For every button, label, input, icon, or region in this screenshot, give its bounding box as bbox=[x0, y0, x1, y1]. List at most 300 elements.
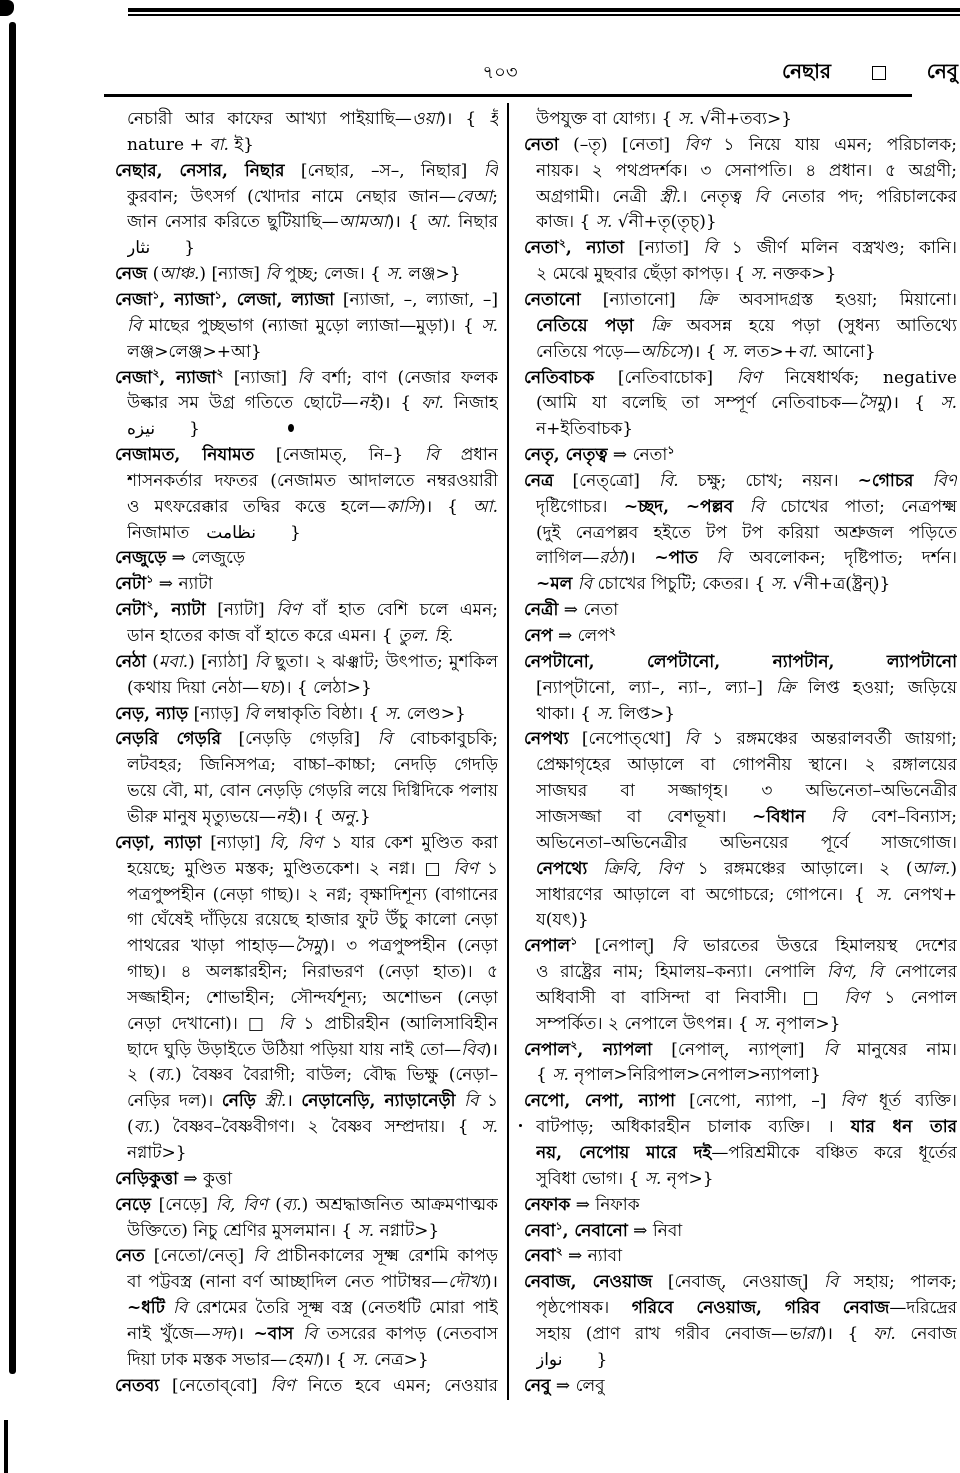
entry-line bbox=[536, 908, 957, 934]
grammar-label: বি bbox=[253, 1246, 268, 1267]
text-run: সহায়; পালক; bbox=[838, 1272, 957, 1293]
text-run: ২ ( bbox=[127, 1065, 156, 1086]
text-run: ) bbox=[950, 858, 957, 879]
entry-first-line bbox=[524, 598, 957, 624]
text-run: প্রধান bbox=[439, 445, 498, 466]
text-run bbox=[293, 1324, 303, 1344]
homonym-number: ২ bbox=[152, 365, 160, 379]
text-run: ⇒ নেতা bbox=[607, 445, 668, 466]
text-run: ভারতের উত্তরে হিমালয়স্থ দেশের bbox=[685, 936, 957, 957]
text-run: √নী+তৃ(তৃচ্)} bbox=[612, 212, 717, 233]
text-run: ⇒ কুত্তা bbox=[178, 1168, 233, 1189]
headword: নেজ bbox=[115, 264, 148, 285]
headword: নেপাল bbox=[524, 1039, 571, 1060]
entry-line bbox=[127, 1322, 498, 1348]
text-run: নগ্নাট>} bbox=[374, 1220, 440, 1241]
headword: নেপথ্য bbox=[524, 729, 569, 750]
text-run: মানুষের নাম। bbox=[837, 1039, 957, 1060]
homonym-number: ১ bbox=[570, 934, 578, 948]
text-run: [নেপোত্‌থো] bbox=[568, 729, 685, 750]
entry-first-line bbox=[115, 650, 498, 676]
text-run: ১ জীর্ণ মলিন বস্ত্রখণ্ড; কানি। bbox=[717, 238, 957, 259]
grammar-label: স. bbox=[481, 315, 498, 336]
text-run: )। bbox=[622, 548, 655, 569]
entry-line bbox=[127, 469, 498, 495]
entry-line bbox=[536, 960, 957, 986]
text-run: —দরিদ্রের bbox=[889, 1298, 957, 1319]
headword: নয়, নেপোয় মারে দই bbox=[536, 1143, 712, 1163]
text-run bbox=[698, 548, 717, 568]
entry-line bbox=[536, 572, 957, 598]
text-run: সহায় (প্রাণ রাখ গরীব নেবাজ— bbox=[536, 1323, 788, 1344]
entry-line bbox=[127, 934, 498, 960]
text-run: ⇒ নেতা bbox=[558, 600, 619, 621]
headword: ~বিধান bbox=[752, 806, 806, 827]
headword: নেজুড়ে bbox=[115, 548, 167, 569]
grammar-label: বি bbox=[671, 936, 686, 957]
text-run: [ন্যাতা] bbox=[624, 238, 704, 259]
grammar-label: অচিসে bbox=[640, 341, 688, 362]
headword: নেপো, নেপা, ন্যাপা bbox=[524, 1091, 676, 1112]
text-run: ভীরু মানুষ মৃত্যুভয়ে— bbox=[127, 806, 276, 827]
entry-first-line bbox=[115, 288, 498, 314]
grammar-label: স. bbox=[596, 703, 614, 724]
entry-line bbox=[536, 210, 957, 236]
homonym-number: ১ bbox=[152, 288, 160, 302]
grammar-label: বি bbox=[278, 1013, 294, 1034]
text-run: নেত্র>} bbox=[368, 1349, 429, 1370]
text-run: ) অশ্রদ্ধাজনিত আক্রমণাত্মক bbox=[301, 1194, 498, 1215]
entry-first-line bbox=[524, 366, 957, 392]
entry-first-line bbox=[524, 1193, 957, 1219]
headword: গরিবে নেওয়াজ, গরিব নেবাজ bbox=[631, 1298, 890, 1319]
text-run: (আমি যা বলেছি তা সম্পূর্ণ নেতিবাচক— bbox=[536, 393, 859, 414]
text-run: নগ্নাট>} bbox=[127, 1143, 187, 1163]
entry-first-line bbox=[524, 236, 957, 262]
grammar-label: ব্য. bbox=[133, 1117, 154, 1138]
grammar-label: বি bbox=[749, 496, 764, 517]
headword: নেত্র bbox=[524, 470, 554, 491]
grammar-label: বি bbox=[464, 1091, 479, 1112]
grammar-label: বিণ bbox=[932, 470, 957, 491]
text-run: ) [ন্যাজ] bbox=[199, 264, 266, 285]
headword: নেতা bbox=[524, 134, 559, 155]
text-run bbox=[456, 1091, 465, 1111]
text-run: ⇒ ন্যাটা bbox=[153, 574, 213, 595]
entry-line bbox=[536, 753, 957, 779]
text-run: [ন্যাপ্‌টানো, ল্যা–, ন্যা–, ল্যা–] bbox=[536, 677, 776, 698]
text-run: )। { bbox=[885, 393, 941, 414]
entry-first-line bbox=[115, 443, 498, 469]
entry-line bbox=[127, 1296, 498, 1322]
text-run: নেপালের bbox=[882, 962, 957, 983]
text-run: রেশমের তৈরি সূক্ষ্ম বস্ত্র (নেতধটি মোরা পাই bbox=[187, 1298, 498, 1319]
entry-first-line bbox=[127, 107, 498, 133]
entry-first-line bbox=[524, 288, 957, 314]
entry-first-line bbox=[524, 934, 957, 960]
text-run: )। bbox=[484, 1039, 498, 1060]
text-run: } bbox=[359, 806, 371, 827]
headword: নেতিয়ে পড়া bbox=[536, 315, 634, 336]
grammar-label: বেআ bbox=[456, 186, 493, 207]
grammar-label: স. bbox=[357, 1220, 375, 1241]
headword: ~পাত bbox=[654, 548, 698, 569]
text-run: ( bbox=[146, 651, 159, 672]
text-run: ১ রঙ্গমঞ্চের আড়ালে। ২ ( bbox=[682, 858, 913, 879]
grammar-label: সদ bbox=[210, 1323, 231, 1344]
text-run: নাই খুঁজে— bbox=[127, 1323, 211, 1344]
text-run: আনো} bbox=[817, 341, 876, 362]
square-separator-icon bbox=[872, 66, 886, 80]
homonym-number: ২ bbox=[558, 236, 566, 250]
text-run: নিতে হবে এমন; নেওয়ার bbox=[294, 1375, 498, 1396]
text-run: অগ্রগামী। নেত্রী bbox=[536, 186, 660, 207]
text-run: )। { লেঠা>} bbox=[278, 677, 372, 698]
text-run: ⇒ নিফাক bbox=[570, 1194, 640, 1215]
entry-first-line bbox=[115, 1167, 498, 1193]
grammar-label: আমআ bbox=[338, 212, 388, 233]
headword: ~বাস bbox=[253, 1323, 294, 1344]
text-run: ২ মেঝে মুছবার ছেঁড়া কাপড়। { bbox=[536, 264, 751, 285]
text-run: [ন্যাতানো] bbox=[580, 289, 698, 310]
grammar-label: বিণ, বি bbox=[826, 962, 883, 983]
top-border-rule bbox=[128, 8, 960, 12]
grammar-label: বিণ bbox=[844, 987, 869, 1008]
grammar-label: বি, বিণ bbox=[269, 832, 323, 853]
text-run: পত্রপুষ্পহীন (নেড়া গাছ)। ২ নগ্ন; বৃক্ষাদিশূন্য (বাগানের bbox=[127, 884, 498, 905]
text-run: কাজ। { bbox=[536, 212, 596, 233]
grammar-label: বি bbox=[823, 1272, 839, 1293]
text-run: নৃপাল>} bbox=[770, 1013, 841, 1034]
grammar-label: স. bbox=[595, 212, 613, 233]
column-divider bbox=[507, 103, 509, 1400]
text-run: ধূর্ত ব্যক্তি। bbox=[864, 1091, 957, 1112]
grammar-label: বি bbox=[302, 1323, 318, 1344]
text-run: ⇒ লেপ bbox=[552, 626, 609, 646]
entry-first-line bbox=[524, 1244, 957, 1270]
grammar-label: সৈমু bbox=[294, 936, 323, 957]
grammar-label: আঞ্চ. bbox=[159, 264, 200, 285]
grammar-label: নই bbox=[275, 806, 295, 827]
entry-line bbox=[536, 857, 957, 883]
entry-first-line bbox=[524, 469, 957, 495]
text-run: [নেপাল্] bbox=[577, 936, 672, 957]
text-run: [নেতিবাচোক] bbox=[594, 367, 737, 388]
headword: নেজা bbox=[115, 289, 153, 310]
headword: নেড়, ন্যাড় bbox=[115, 703, 189, 724]
entry-first-line bbox=[115, 1193, 498, 1219]
entry-line bbox=[127, 883, 498, 909]
text-run: نثار } bbox=[127, 238, 196, 259]
text-run: উপযুক্ত বা যোগ্য। { bbox=[536, 109, 678, 129]
text-run: সুবিধা ভোগ। { bbox=[536, 1168, 645, 1189]
grammar-label: বি bbox=[716, 548, 731, 569]
homonym-number: ১ bbox=[214, 288, 222, 302]
grammar-label: ওয়া bbox=[411, 109, 440, 129]
entry-line bbox=[536, 1167, 957, 1193]
headword: নেঠা bbox=[115, 651, 147, 672]
text-run: বা পট্টবস্ত্র (নানা বর্ণ আচ্ছাদিল নেত পাটাম্বর— bbox=[127, 1272, 449, 1293]
scan-edge-blob bbox=[0, 0, 14, 16]
text-run: ⇒ লেবু bbox=[550, 1375, 605, 1396]
grammar-label: আল. bbox=[912, 858, 951, 879]
entry-line bbox=[127, 1063, 498, 1089]
entry-line bbox=[536, 159, 957, 185]
entry-line bbox=[127, 1219, 498, 1245]
grammar-label: বি bbox=[377, 729, 392, 750]
headword: , ন্যাতা bbox=[565, 238, 625, 259]
text-run: )। { bbox=[317, 1349, 353, 1370]
grammar-label: বি bbox=[244, 703, 259, 724]
text-run: نواز } bbox=[536, 1349, 608, 1370]
headword: , ন্যাজা bbox=[159, 289, 215, 310]
grammar-label: আ. bbox=[426, 212, 452, 233]
text-run: লত>+ bbox=[738, 341, 798, 362]
entry-line bbox=[127, 753, 498, 779]
header-rule bbox=[104, 94, 912, 97]
headword: নেড়ি bbox=[221, 1091, 256, 1112]
grammar-label: বি bbox=[754, 186, 769, 207]
text-run: —পরিশ্রমীকে বঞ্চিত করে ধূর্তের bbox=[711, 1143, 957, 1163]
grammar-label: বি bbox=[173, 1298, 188, 1319]
entry-first-line bbox=[115, 702, 498, 728]
homonym-number: ১ bbox=[555, 1218, 563, 1232]
text-run: নিষেধার্থক; negative bbox=[761, 367, 957, 388]
entry-line bbox=[127, 236, 498, 262]
grammar-label: বিব bbox=[461, 1039, 485, 1060]
entry-line bbox=[536, 676, 957, 702]
entry-line bbox=[127, 1012, 498, 1038]
text-run: ⇒ লেজুড়ে bbox=[166, 548, 246, 569]
text-run: উল্কার সম উগ্র গতিতে ছোটে— bbox=[127, 393, 359, 414]
text-run: হয়েছে; মুণ্ডিত মস্তক; মুণ্ডিতকেশ। ২ নগ্ন। □ bbox=[127, 858, 454, 879]
entry-line bbox=[127, 676, 498, 702]
text-run: সাজসজ্জা বা বেশভূষা। bbox=[536, 806, 753, 827]
text-run: গাছ)। ৪ অলঙ্কারহীন; নিরাভরণ (নেড়া হাত)। ৫ bbox=[127, 962, 498, 983]
grammar-label: ব্য. bbox=[155, 1065, 176, 1086]
grammar-label: ক্রিবি, বিণ bbox=[602, 858, 683, 879]
grammar-label: স্ত্রী. bbox=[659, 186, 682, 207]
entry-first-line bbox=[115, 262, 498, 288]
entry-first-line bbox=[115, 727, 498, 753]
grammar-label: স. bbox=[677, 109, 695, 129]
headword: নেড়ানেড়ি, ন্যাড়ানেড়ী bbox=[301, 1091, 456, 1112]
text-run: )। { bbox=[687, 341, 722, 362]
text-run: ও মৎফরেক্কার তদ্বির কত্তে হলে— bbox=[127, 496, 387, 517]
entry-first-line bbox=[115, 572, 498, 598]
text-run bbox=[634, 316, 651, 336]
grammar-label: স. bbox=[750, 264, 768, 285]
entry-first-line bbox=[536, 107, 957, 133]
grammar-label: বি bbox=[823, 1039, 838, 1060]
headword: নেতিবাচক bbox=[524, 367, 595, 388]
top-border-rule-thin bbox=[128, 14, 960, 16]
text-run: [নেজামত্, নি–} bbox=[254, 445, 425, 466]
text-run: )। { bbox=[294, 806, 330, 827]
entry-first-line bbox=[115, 546, 498, 572]
text-run: )। { bbox=[377, 393, 422, 414]
grammar-label: ভারা bbox=[787, 1323, 820, 1344]
grammar-label: হেমা bbox=[287, 1349, 318, 1370]
entry-first-line bbox=[524, 624, 957, 650]
entry-line bbox=[536, 1012, 957, 1038]
text-run: থাকা। { bbox=[536, 703, 597, 724]
grammar-label: বি bbox=[127, 315, 142, 336]
grammar-label: ফা. bbox=[872, 1323, 896, 1344]
text-run: নৃপ>} bbox=[661, 1168, 714, 1189]
homonym-number: ২ bbox=[216, 365, 224, 379]
text-run: [নেছার, –স–, নিছার] bbox=[284, 160, 484, 181]
entry-first-line bbox=[524, 1270, 957, 1296]
entry-line bbox=[127, 1089, 498, 1115]
headword: , নেবানো bbox=[562, 1220, 628, 1241]
text-run: নিজামাত نظامت } bbox=[127, 522, 301, 543]
headword: নেছার, নেসার, নিছার bbox=[115, 160, 285, 181]
headword: ~চ্ছদ, ~পল্লব bbox=[623, 496, 734, 517]
text-run: [নেবাজ্, নেওয়াজ্] bbox=[652, 1272, 824, 1293]
text-run: বর্শা; বাণ (নেজার ফলক bbox=[311, 367, 498, 388]
entry-line bbox=[536, 1141, 957, 1167]
entry-first-line bbox=[524, 133, 957, 159]
grammar-label: বা. bbox=[797, 341, 818, 362]
grammar-label: তুল. হি. bbox=[397, 626, 454, 646]
grammar-label: স. bbox=[875, 884, 893, 905]
grammar-label: বি bbox=[424, 445, 440, 466]
text-run: )। ৩ পত্রপুষ্পহীন (নেড়া bbox=[322, 936, 498, 957]
grammar-label: বি bbox=[577, 574, 593, 595]
grammar-label: বি bbox=[254, 651, 269, 672]
headword: নেবা bbox=[524, 1220, 556, 1241]
grammar-label: মবা. bbox=[158, 651, 189, 672]
text-run: । নেতৃত্ব bbox=[681, 186, 755, 207]
page-number: ৭০৩ bbox=[482, 62, 518, 83]
text-run: পাথরের খাড়া পাহাড়— bbox=[127, 936, 295, 957]
text-run: চক্ষু; চোখ; নয়ন। bbox=[678, 470, 858, 491]
entry-line bbox=[127, 417, 498, 443]
entry-line bbox=[536, 391, 957, 417]
headword: নেবু bbox=[524, 1375, 551, 1396]
headword: নেফাক bbox=[524, 1194, 571, 1215]
text-run: ) বৈষ্ণব–বৈষ্ণবীগণ। ২ বৈষ্ণব সম্প্রদায়। { bbox=[153, 1117, 482, 1138]
text-run: )। bbox=[230, 1323, 254, 1344]
text-run: [নেতো/নেত্] bbox=[144, 1246, 254, 1267]
entry-line bbox=[127, 1141, 498, 1167]
text-run: নিজাহ bbox=[443, 393, 498, 414]
text-run: نیزه } bbox=[127, 419, 200, 440]
text-run bbox=[165, 1298, 173, 1318]
text-run: দৃষ্টিগোচর। bbox=[536, 496, 624, 517]
headword: নেজামত, নিযামত bbox=[115, 445, 255, 466]
text-run: )। bbox=[484, 1272, 498, 1293]
grammar-label: স. bbox=[352, 1349, 369, 1370]
text-run: ১ প্রাচীরহীন (আলিসাবিহীন bbox=[303, 1013, 498, 1034]
text-run: সাজঘর বা সজ্জাগৃহ। ৩ অভিনেতা–অভিনেত্রীর bbox=[536, 781, 957, 802]
headword: নেতানো bbox=[524, 289, 581, 310]
entry-line bbox=[536, 805, 957, 831]
text-run: ১ যার কেশ মুণ্ডিত করা bbox=[322, 832, 498, 853]
grammar-label: অনু. bbox=[329, 806, 360, 827]
headword: নেবা bbox=[524, 1246, 556, 1267]
grammar-label: আ. bbox=[472, 496, 498, 517]
text-run: (কথায় দিয়া নেঠা— bbox=[127, 677, 260, 698]
text-run: ⇒ নিবা bbox=[627, 1220, 683, 1241]
grammar-label: ক্রি bbox=[650, 315, 670, 336]
text-run: [নেত্‌ত্রো] bbox=[553, 470, 659, 491]
entry-first-line bbox=[524, 1038, 957, 1064]
text-run: [ন্যাড়া] bbox=[201, 832, 270, 853]
scan-binding-edge bbox=[9, 22, 16, 1374]
entry-line bbox=[536, 546, 957, 572]
grammar-label: নই bbox=[358, 393, 378, 414]
text-run: অবলোকন; দৃষ্টিপাত; দর্শন। bbox=[730, 548, 957, 569]
text-run: চোখের পাতা; নেত্রপক্ষ্ম bbox=[763, 496, 957, 517]
text-run: সজ্জাহীন; শোভাহীন; সৌন্দর্যশূন্য; অশোভন (নেড়া bbox=[127, 987, 498, 1008]
grammar-label: বি bbox=[297, 367, 312, 388]
text-run bbox=[733, 497, 749, 517]
text-run: নায়ক। ২ পথপ্রদর্শক। ৩ সেনাপতি। ৪ প্রধান। ৫ অগ্রণী; bbox=[536, 160, 957, 181]
text-run: ( bbox=[127, 1117, 134, 1138]
text-run: শাসনকর্তার দফতর (নেজামত আদালতে নম্বরওয়ারী bbox=[127, 470, 498, 491]
grammar-label: ক্রি bbox=[776, 677, 796, 698]
text-run: ) বৈষ্ণব বৈরাগী; বাউল; বৌদ্ধ ভিক্ষু (নেড়া– bbox=[175, 1065, 498, 1086]
text-run: মাছের পুচ্ছভাগ (ন্যাজা মুড়ো ল্যাজা—মুড়া)। { bbox=[141, 315, 482, 336]
grammar-label: বিণ bbox=[840, 1091, 865, 1112]
entry-first-line bbox=[524, 1219, 957, 1245]
headword: নেটা bbox=[115, 600, 147, 621]
text-run: ই} bbox=[228, 134, 254, 155]
text-run: [নেড়ে] bbox=[151, 1194, 216, 1215]
text-run: [ন্যাটা] bbox=[205, 600, 277, 621]
text-run: নেতার পদ; পরিচালকের bbox=[768, 186, 957, 207]
text-run: { bbox=[536, 1065, 553, 1086]
headword: ~মল bbox=[536, 574, 573, 595]
text-run: বাঁ হাত বেশি চলে এমন; bbox=[300, 600, 498, 621]
grammar-label: স. bbox=[770, 574, 788, 595]
text-run: সাধারণের আড়ালে বা অগোচরে; গোপনে। { bbox=[536, 884, 876, 905]
text-run bbox=[913, 471, 932, 491]
entry-line bbox=[127, 521, 498, 547]
text-run: চোখের পিচুটি; কেতর। { bbox=[592, 574, 771, 595]
grammar-label: বিণ bbox=[736, 367, 762, 388]
entry-line bbox=[127, 1038, 498, 1064]
text-run: [নেপাল্, ন্যাপ্‌লা] bbox=[652, 1039, 824, 1060]
text-run: ভয়ে বৌ, মা, বোন নেড়ড়ি গেড়রি লয়ে দিগ্বিদিকে পলায় bbox=[127, 781, 498, 802]
text-run: ; bbox=[492, 186, 498, 207]
grammar-label: সৈমু bbox=[858, 393, 886, 414]
scan-speck bbox=[519, 1124, 522, 1127]
homonym-number: ২ bbox=[608, 624, 616, 638]
headword: নেপটানো, লেপটানো, ন্যাপটান, ল্যাপটানো bbox=[524, 651, 957, 672]
grammar-label: স. bbox=[552, 1065, 569, 1086]
text-run: ছুতা। ২ ঝঞ্ঝাট; উৎপাত; মুশকিল bbox=[268, 651, 498, 672]
text-run: কুরবান; উৎসর্গ (খোদার নামে নেছার জান— bbox=[127, 186, 457, 207]
entry-line bbox=[127, 340, 498, 366]
text-run: বোচকাবুচকি; bbox=[391, 729, 498, 750]
entry-line bbox=[536, 521, 957, 547]
headword: নেজা bbox=[115, 367, 153, 388]
grammar-label: স. bbox=[384, 703, 402, 724]
entry-line bbox=[127, 133, 498, 159]
grammar-label: বিণ bbox=[276, 600, 301, 621]
headword: ~গোচর bbox=[857, 470, 914, 491]
text-run: সম্পর্কিত। ২ নেপালে উৎপন্ন। { bbox=[536, 1013, 755, 1034]
text-run: [নেপো, ন্যাপা, –] bbox=[675, 1091, 841, 1112]
text-run: [ন্যাড়] bbox=[188, 703, 245, 724]
entry-line bbox=[536, 986, 957, 1012]
entry-line bbox=[536, 1296, 957, 1322]
headword: নেড়রি গেড়রি bbox=[115, 729, 221, 750]
text-run: পৃষ্ঠপোষক। bbox=[536, 1298, 632, 1319]
